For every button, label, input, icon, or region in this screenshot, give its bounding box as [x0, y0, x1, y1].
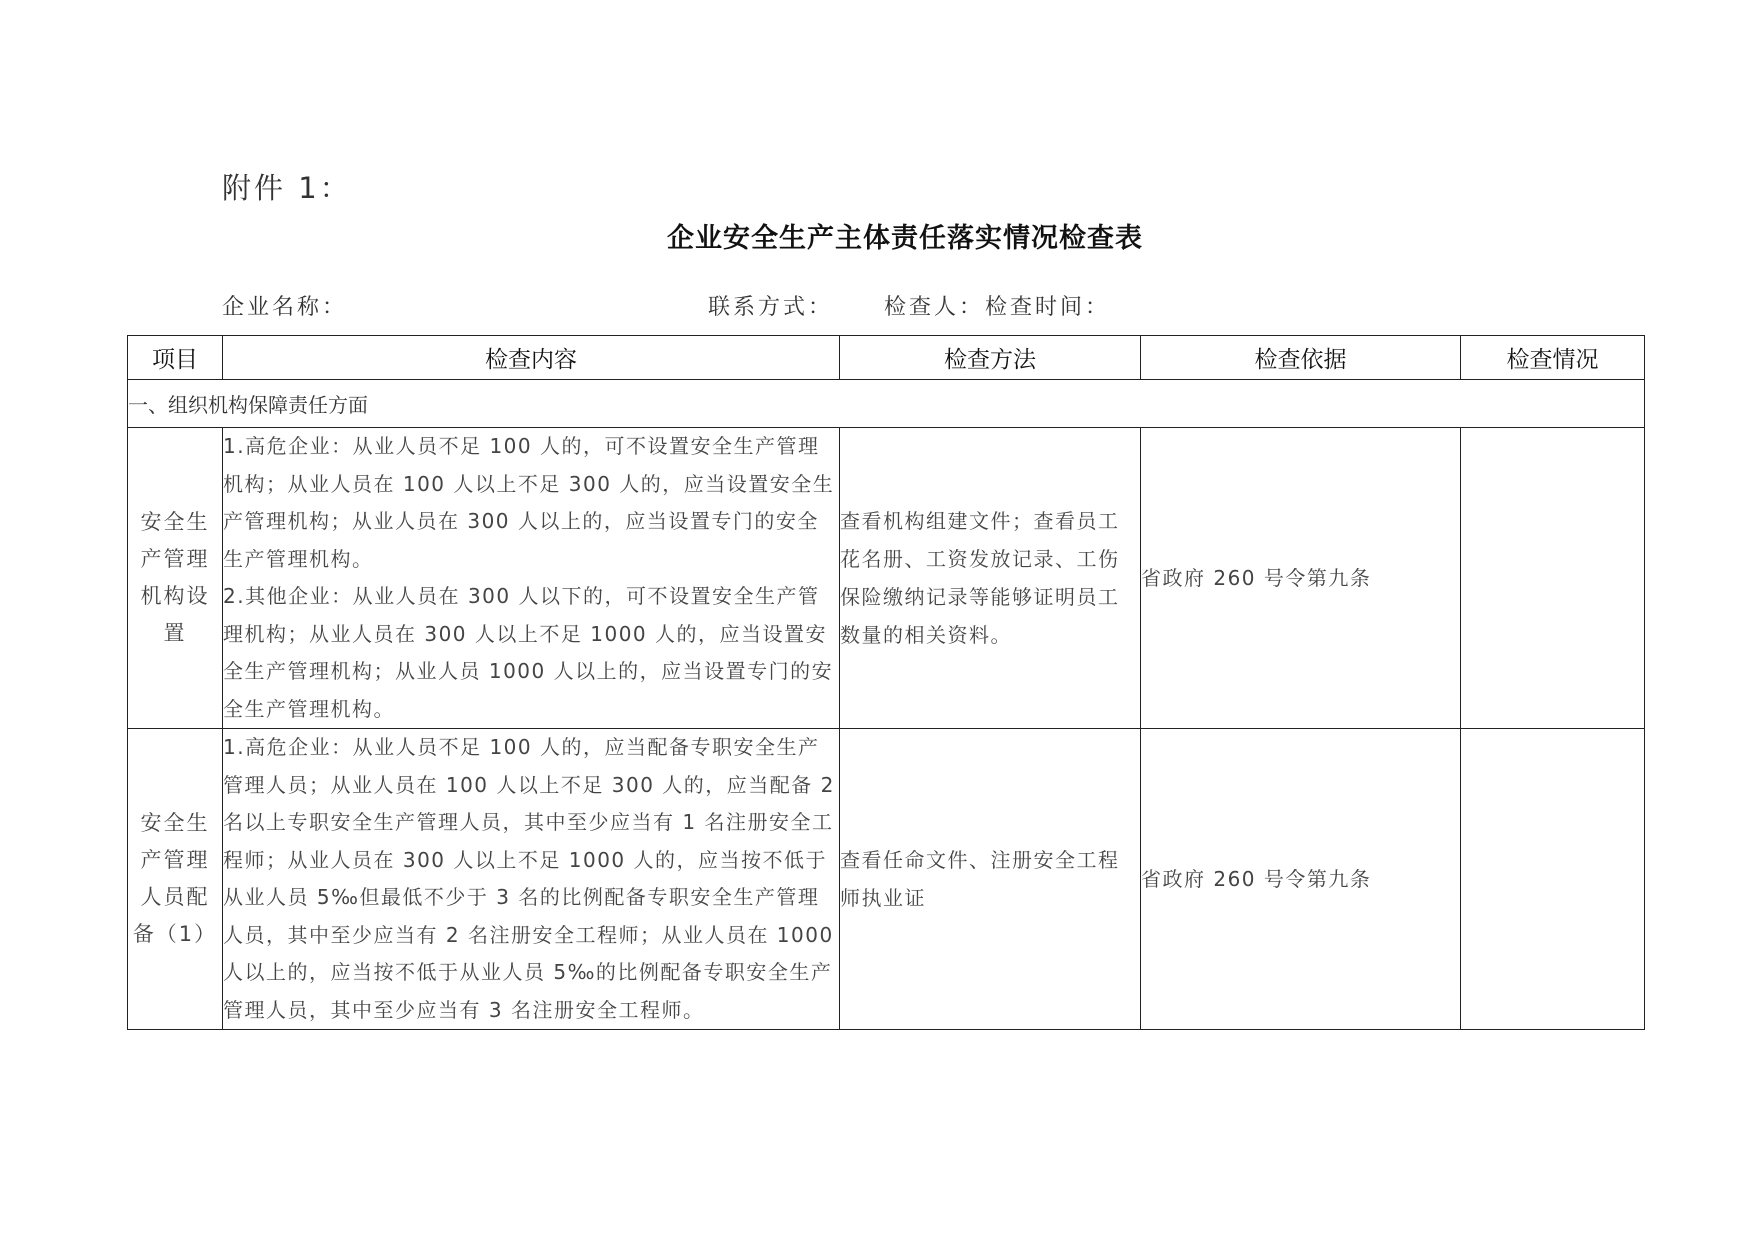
- method-cell: 查看机构组建文件；查看员工花名册、工资发放记录、工伤保险缴纳记录等能够证明员工数量的相关资料。: [840, 428, 1141, 729]
- content-paragraph: 1.高危企业：从业人员不足 100 人的，可不设置安全生产管理机构；从业人员在 100 人以上不足 300 人的，应当设置安全生产管理机构；从业人员在 300 人以上的，应当设置专门的安全生产管理机构。: [223, 434, 835, 571]
- item-cell: 安全生 产管理 人员配 备（1）: [128, 729, 223, 1030]
- company-name-field: 企业名称：: [222, 295, 348, 320]
- header-basis: 检查依据: [1141, 336, 1461, 380]
- content-cell: [223, 428, 840, 729]
- content-cell: [223, 729, 840, 1030]
- content-paragraph: 2.其他企业：从业人员在 300 人以下的，可不设置安全生产管理机构；从业人员在 300 人以上不足 1000 人的，应当设置安全生产管理机构；从业人员 1000 人以上的，应当设置专门的安全生产管理机构。: [223, 584, 834, 721]
- header-method: 检查方法: [840, 336, 1141, 380]
- status-cell[interactable]: [1461, 729, 1645, 1030]
- section-row: [128, 380, 1645, 428]
- table-header-row: [128, 336, 1645, 380]
- contact-field: 联系方式：: [708, 295, 834, 320]
- inspection-time-field: 检查时间：: [985, 295, 1111, 320]
- item-cell: 安全生 产管理 机构设 置: [128, 428, 223, 729]
- table-row: [128, 428, 1645, 729]
- header-content: 检查内容: [223, 336, 840, 380]
- inspection-table: [127, 335, 1645, 1030]
- status-cell[interactable]: [1461, 428, 1645, 729]
- document-title: 企业安全生产主体责任落实情况检查表: [667, 223, 1143, 254]
- attachment-label: 附件 1：: [222, 171, 352, 205]
- section-title: 一、组织机构保障责任方面: [128, 380, 1645, 428]
- inspector-field: 检查人：: [884, 295, 985, 320]
- header-item: 项目: [128, 336, 223, 380]
- basis-cell: 省政府 260 号令第九条: [1141, 729, 1461, 1030]
- header-status: 检查情况: [1461, 336, 1645, 380]
- content-paragraph: 1.高危企业：从业人员不足 100 人的，应当配备专职安全生产管理人员；从业人员在 100 人以上不足 300 人的，应当配备 2 名以上专职安全生产管理人员，其中至少应当有 1 名注册安全工程师；从业人员在 300 人以上不足 1000 人的，应当按不低于从业人员 5‰但最低不少于 3 名的比例配备专职安全生产管理人员，其中至少应当有 2 名注册安全工程师；从业人员在 1000 人以上的，应当按不低于从业人员 5‰的比例配备专职安全生产管理人员，其中至少应当有 3 名注册安全工程师。: [223, 735, 835, 1022]
- method-cell: 查看任命文件、注册安全工程师执业证: [840, 729, 1141, 1030]
- basis-cell: 省政府 260 号令第九条: [1141, 428, 1461, 729]
- table-row: [128, 729, 1645, 1030]
